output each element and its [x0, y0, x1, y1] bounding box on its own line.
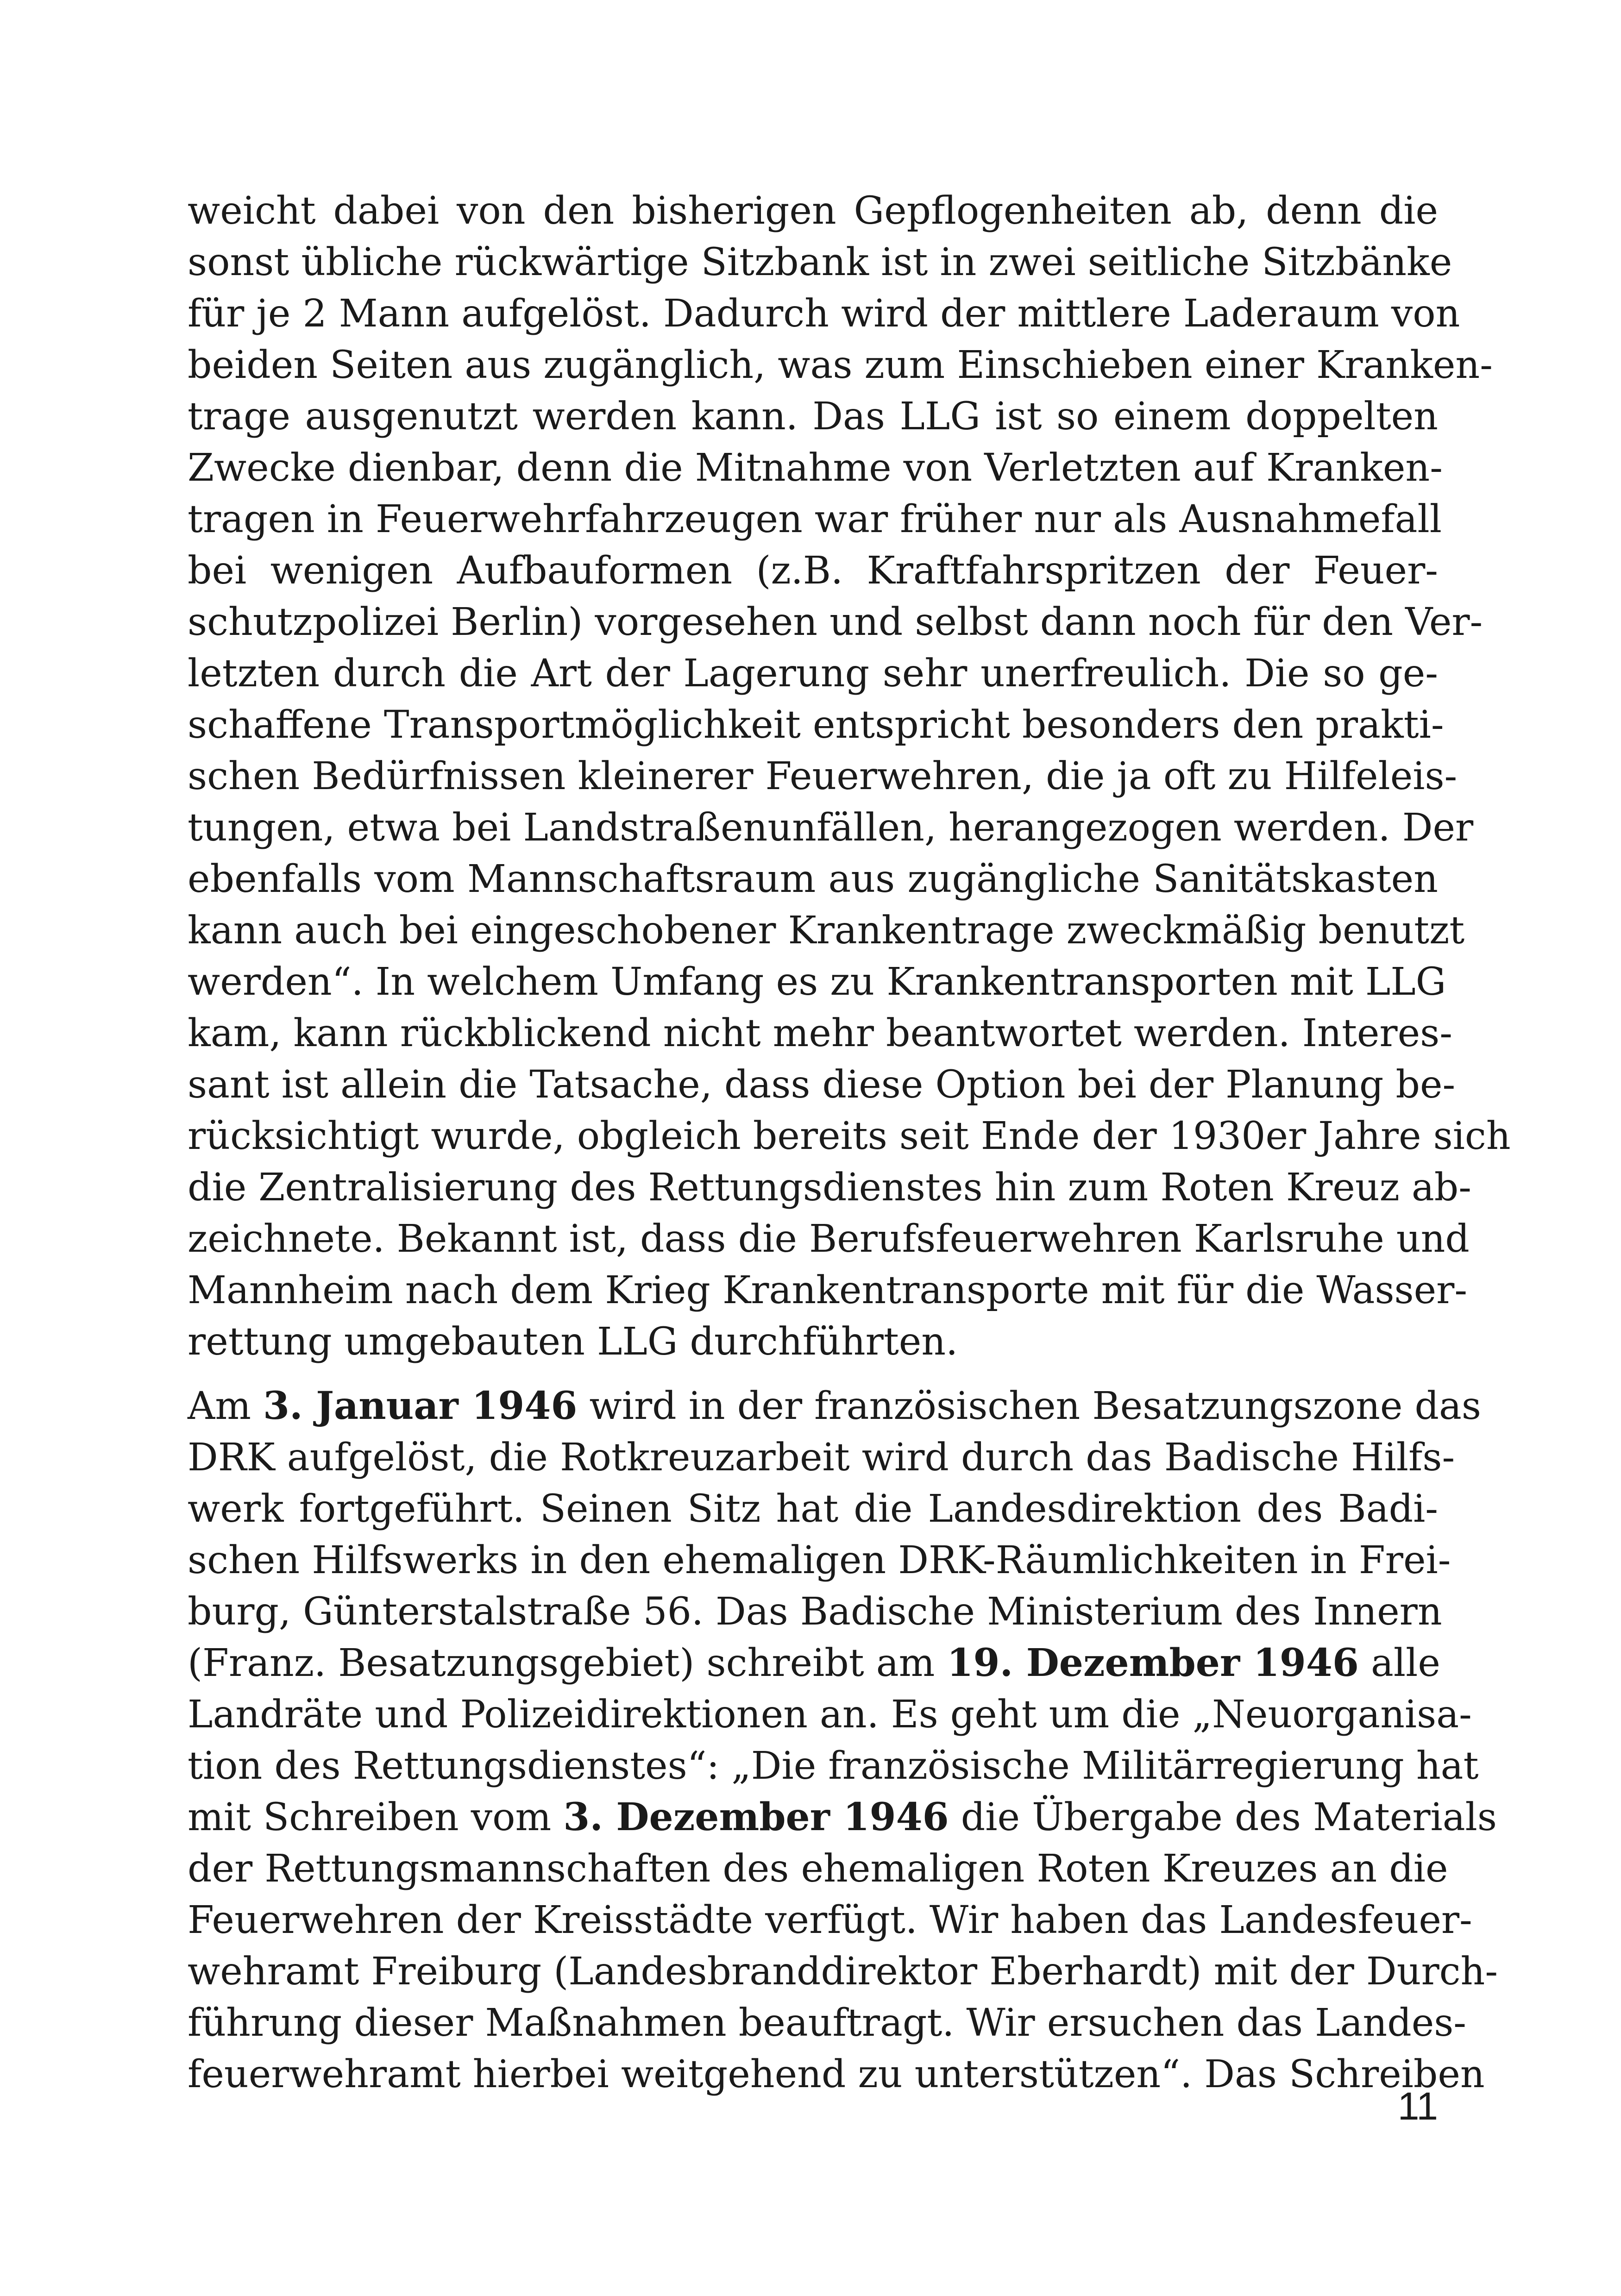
text-line: [188, 545, 1438, 596]
text-line: [188, 1265, 1468, 1316]
text-segment: burg, Günterstalstraße 56. Das Badische Ministerium des Innern: [188, 1590, 1442, 1634]
text-line: [188, 1316, 1438, 1368]
text-line: [188, 1162, 1471, 1213]
paragraph-2: [188, 1380, 1498, 2100]
text-line: [188, 442, 1443, 494]
text-line: [188, 494, 1442, 545]
text-line: [188, 1432, 1455, 1483]
text-segment: der Rettungsmannschaften des ehemaligen Roten Kreuzes an die: [188, 1847, 1448, 1891]
text-line: [188, 905, 1465, 956]
text-line: [188, 802, 1474, 853]
page-body: [188, 185, 1511, 2100]
text-segment: tungen, etwa bei Landstraßenunfällen, herangezogen werden. Der: [188, 806, 1474, 850]
text-segment: für je 2 Mann aufgelöst. Dadurch wird der mittlere Laderaum von: [188, 292, 1460, 336]
text-segment: schaffene Transportmöglichkeit entspricht besonders den prakti-: [188, 703, 1444, 747]
text-line: [188, 1792, 1497, 1843]
text-segment: die Übergabe des Materials: [949, 1795, 1497, 1839]
text-line: [188, 339, 1493, 391]
bold-date: 3. Januar 1946: [263, 1384, 578, 1428]
page-number: 11: [1397, 2084, 1438, 2128]
text-segment: zeichnete. Bekannt ist, dass die Berufsfeuerwehren Karlsruhe und: [188, 1217, 1470, 1261]
bold-date: 3. Dezember 1946: [563, 1795, 949, 1839]
text-segment: Feuerwehren der Kreisstädte verfügt. Wir haben das Landesfeuer-: [188, 1898, 1472, 1942]
text-segment: sant ist allein die Tatsache, dass diese Option bei der Planung be-: [188, 1063, 1456, 1107]
text-segment: wird in der französischen Besatzungszone das: [577, 1384, 1481, 1428]
text-segment: schen Bedürfnissen kleinerer Feuerwehren, die ja oft zu Hilfeleis-: [188, 754, 1458, 798]
text-line: [188, 185, 1438, 237]
text-segment: Zwecke dienbar, denn die Mitnahme von Verletzten auf Kranken-: [188, 446, 1443, 490]
text-line: [188, 1110, 1511, 1162]
text-line: [188, 1895, 1472, 1946]
text-line: [188, 956, 1446, 1008]
paragraph-1: [188, 185, 1511, 1368]
text-line: [188, 1689, 1472, 1740]
text-segment: Mannheim nach dem Krieg Krankentransporte mit für die Wasser-: [188, 1268, 1468, 1312]
text-segment: feuerwehramt hierbei weitgehend zu unterstützen“. Das Schreiben: [188, 2052, 1485, 2096]
text-segment: Am: [188, 1384, 264, 1428]
text-segment: werden“. In welchem Umfang es zu Krankentransporten mit LLG: [188, 960, 1446, 1004]
text-line: [188, 391, 1438, 442]
text-line: [188, 1637, 1438, 1689]
text-segment: rücksichtigt wurde, obgleich bereits seit Ende der 1930er Jahre sich: [188, 1114, 1511, 1158]
text-line: [188, 699, 1444, 751]
text-segment: rettung umgebauten LLG durchführten.: [188, 1320, 958, 1364]
text-segment: beiden Seiten aus zugänglich, was zum Einschieben einer Kranken-: [188, 343, 1493, 387]
text-segment: schen Hilfswerks in den ehemaligen DRK-Räumlichkeiten in Frei-: [188, 1538, 1451, 1582]
text-line: [188, 1008, 1452, 1059]
text-segment: die Zentralisierung des Rettungsdienstes hin zum Roten Kreuz ab-: [188, 1166, 1471, 1210]
text-segment: Landräte und Polizeidirektionen an. Es geht um die „Neuorganisa-: [188, 1693, 1472, 1737]
text-line: [188, 1535, 1451, 1586]
text-line: [188, 1483, 1438, 1535]
text-line: [188, 1946, 1498, 1997]
text-segment: sonst übliche rückwärtige Sitzbank ist in zwei seitliche Sitzbänke: [188, 240, 1452, 284]
text-line: [188, 751, 1458, 802]
text-line: [188, 853, 1438, 905]
text-segment: führung dieser Maßnahmen beauftragt. Wir ersuchen das Landes-: [188, 2001, 1467, 2045]
text-segment: werk fortgeführt. Seinen Sitz hat die Landesdirektion des Badi-: [188, 1487, 1438, 1531]
text-segment: ebenfalls vom Mannschaftsraum aus zugängliche Sanitätskasten: [188, 857, 1438, 901]
text-segment: weicht dabei von den bisherigen Gepflogenheiten ab, denn die: [188, 189, 1438, 233]
text-segment: kann auch bei eingeschobener Krankentrage zweckmäßig benutzt: [188, 909, 1465, 953]
text-line: [188, 648, 1438, 699]
text-line: [188, 1997, 1467, 2049]
text-segment: tion des Rettungsdienstes“: „Die französische Militärregierung hat: [188, 1744, 1479, 1788]
text-segment: alle: [1358, 1641, 1440, 1685]
text-segment: mit Schreiben vom: [188, 1795, 564, 1839]
text-line: [188, 1380, 1481, 1432]
text-segment: trage ausgenutzt werden kann. Das LLG ist so einem doppelten: [188, 395, 1438, 439]
text-line: [188, 1843, 1448, 1895]
text-line: [188, 596, 1483, 648]
bold-date: 19. Dezember 1946: [947, 1641, 1359, 1685]
text-segment: kam, kann rückblickend nicht mehr beantwortet werden. Interes-: [188, 1011, 1452, 1055]
text-line: [188, 237, 1452, 288]
text-segment: DRK aufgelöst, die Rotkreuzarbeit wird durch das Badische Hilfs-: [188, 1436, 1455, 1480]
text-line: [188, 1213, 1470, 1265]
text-segment: (Franz. Besatzungsgebiet) schreibt am: [188, 1641, 947, 1685]
text-segment: letzten durch die Art der Lagerung sehr unerfreulich. Die so ge-: [188, 652, 1438, 696]
text-line: [188, 288, 1460, 339]
text-segment: schutzpolizei Berlin) vorgesehen und selbst dann noch für den Ver-: [188, 600, 1483, 644]
text-line: [188, 1586, 1442, 1637]
text-segment: wehramt Freiburg (Landesbranddirektor Eberhardt) mit der Durch-: [188, 1950, 1498, 1994]
text-line: [188, 1740, 1479, 1792]
text-segment: bei wenigen Aufbauformen (z.B. Kraftfahrspritzen der Feuer-: [188, 549, 1438, 593]
text-line: [188, 1059, 1456, 1110]
text-segment: tragen in Feuerwehrfahrzeugen war früher nur als Ausnahmefall: [188, 497, 1442, 541]
text-line: [188, 2049, 1485, 2100]
